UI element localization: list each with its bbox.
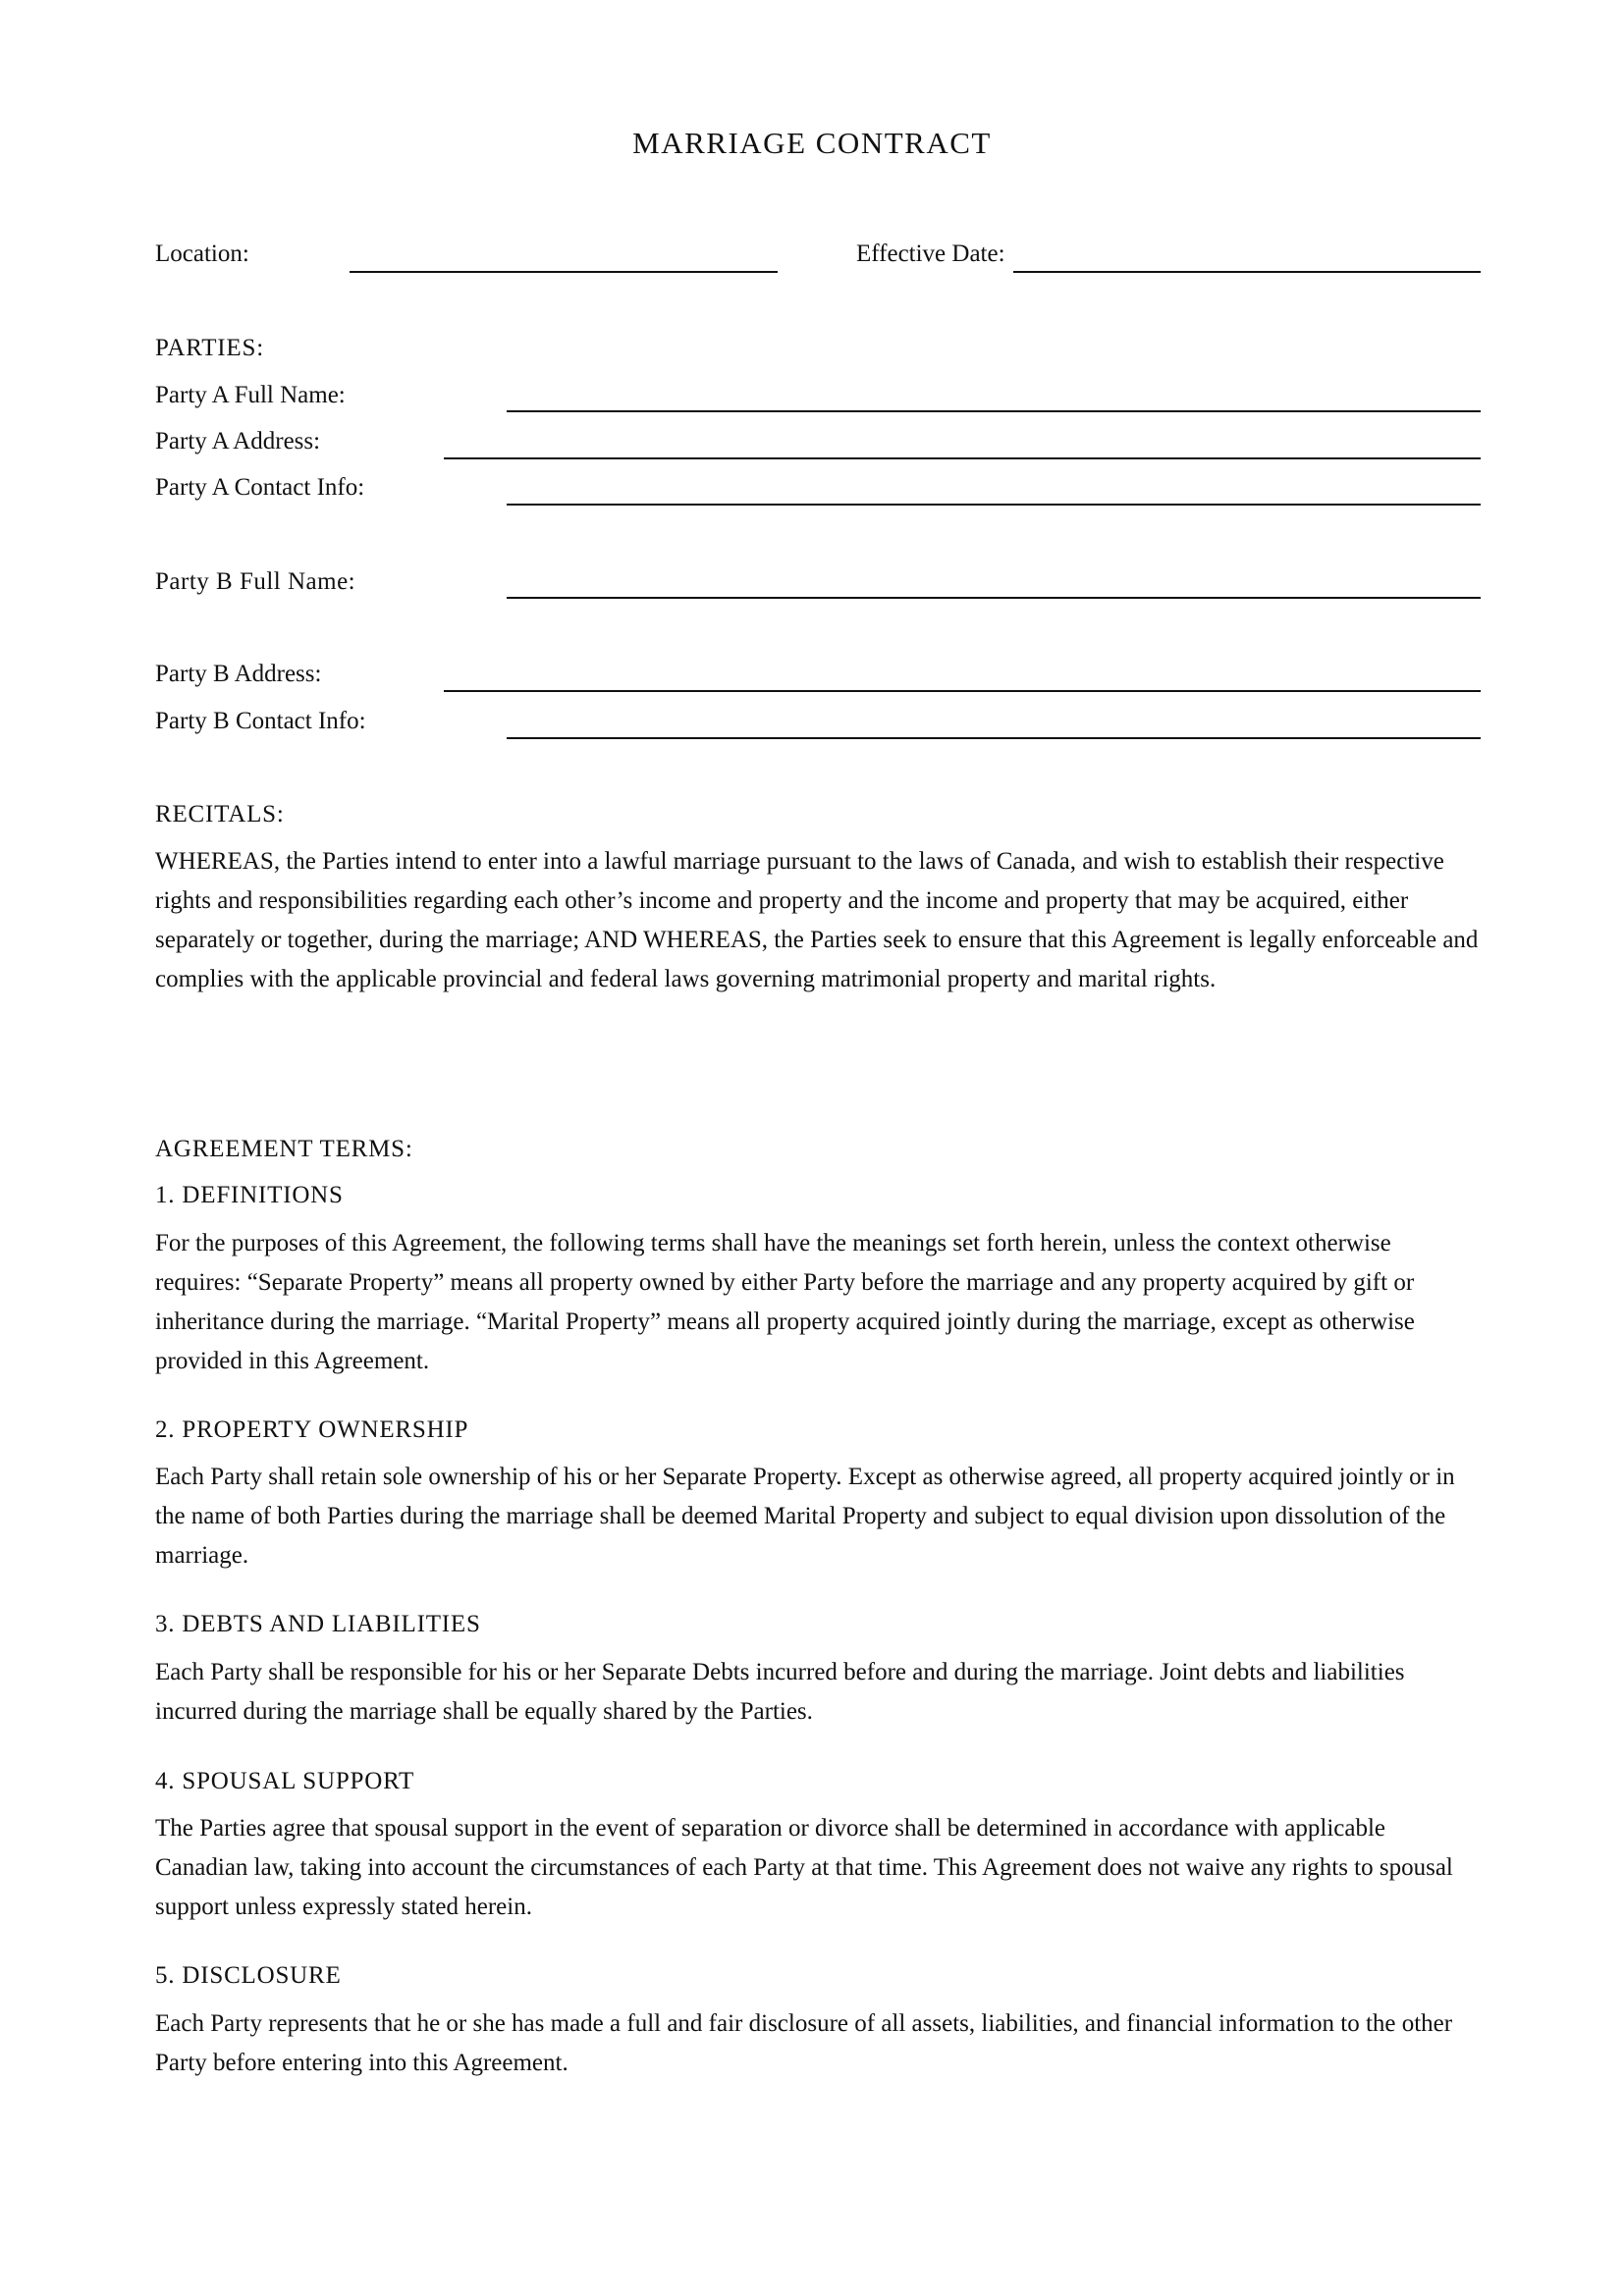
section-heading-disclosure: 5. DISCLOSURE (155, 1962, 342, 1989)
party-a-name-field-line[interactable] (507, 410, 1481, 412)
party-b-contact-label: Party B Contact Info: (155, 708, 366, 734)
recitals-text: WHEREAS, the Parties intend to enter into a lawful marriage pursuant to the laws of Canada, and wish to establish their respective rights and responsibilities regarding each other’s income and property and the income and property that may be acquired, either separately or together, during the marriage; AND WHEREAS, the Parties seek to ensure that this Agreement is legally enforceable and complies with the applicable provincial and federal laws governing matrimonial property and marital rights. (155, 848, 1479, 992)
section-heading-property-ownership: 2. PROPERTY OWNERSHIP (155, 1416, 469, 1443)
party-b-name-label: Party B Full Name: (155, 568, 356, 595)
party-a-name-label: Party A Full Name: (155, 382, 346, 408)
section-heading-debts-liabilities: 3. DEBTS AND LIABILITIES (155, 1611, 481, 1637)
section-text-disclosure: Each Party represents that he or she has made a full and fair disclosure of all assets, liabilities, and financial information to the other Party before entering into this Agreement. (155, 2010, 1453, 2076)
party-b-address-field-line[interactable] (444, 690, 1481, 692)
effective-date-field-line[interactable] (1013, 271, 1481, 273)
party-a-contact-label: Party A Contact Info: (155, 474, 365, 501)
party-a-contact-field-line[interactable] (507, 504, 1481, 506)
location-field-line[interactable] (350, 271, 778, 273)
agreement-terms-heading: AGREEMENT TERMS: (155, 1136, 413, 1162)
section-text-spousal-support: The Parties agree that spousal support in the event of separation or divorce shall be determined in accordance with applicable Canadian law, taking into account the circumstances of each Party at that time. This Agreement does not waive any rights to spousal support unless expressly stated herein. (155, 1815, 1453, 1920)
section-heading-definitions: 1. DEFINITIONS (155, 1182, 344, 1208)
party-a-address-field-line[interactable] (444, 457, 1481, 459)
effective-date-label: Effective Date: (856, 240, 1005, 267)
party-b-contact-field-line[interactable] (507, 737, 1481, 739)
section-text-definitions: For the purposes of this Agreement, the following terms shall have the meanings set forth herein, unless the context otherwise requires: “Separate Property” means all property owned by either Party before the marriage and any property acquired by gift or inheritance during the marriage. “Marital Property” means all property acquired jointly during the marriage, except as otherwise provided in this Agreement. (155, 1230, 1415, 1374)
document-title: MARRIAGE CONTRACT (632, 126, 992, 160)
section-text-debts-liabilities: Each Party shall be responsible for his or her Separate Debts incurred before and during the marriage. Joint debts and liabilities incurred during the marriage shall be equally shared by the Parties. (155, 1659, 1405, 1725)
party-b-name-field-line[interactable] (507, 597, 1481, 599)
location-label: Location: (155, 240, 249, 267)
section-heading-spousal-support: 4. SPOUSAL SUPPORT (155, 1768, 415, 1794)
party-a-address-label: Party A Address: (155, 428, 321, 454)
recitals-heading: RECITALS: (155, 801, 285, 828)
parties-heading: PARTIES: (155, 335, 264, 361)
section-text-property-ownership: Each Party shall retain sole ownership of his or her Separate Property. Except as otherwise agreed, all property acquired jointly or in the name of both Parties during the marriage shall be deemed Marital Property and subject to equal division upon dissolution of the marriage. (155, 1464, 1455, 1569)
party-b-address-label: Party B Address: (155, 661, 322, 687)
